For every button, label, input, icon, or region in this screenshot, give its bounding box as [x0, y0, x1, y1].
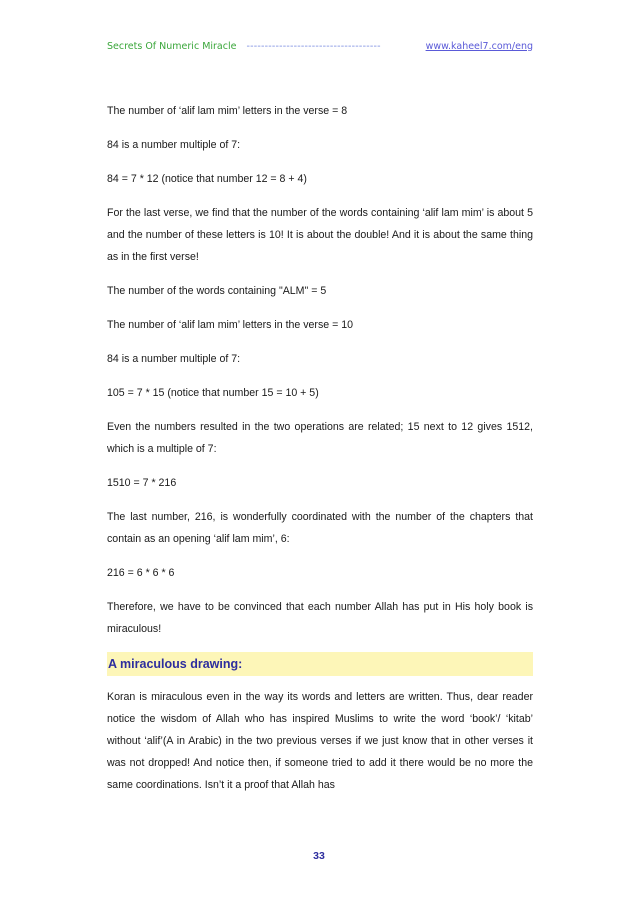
equation-line: 1510 = 7 * 216 — [107, 477, 177, 489]
paragraph: The number of the words containing "ALM" = 5 — [107, 285, 327, 297]
equation-line: 216 = 6 * 6 * 6 — [107, 567, 175, 579]
paragraph: 84 is a number multiple of 7: — [107, 139, 241, 151]
paragraph: Koran is miraculous even in the way its words and letters are written. Thus, dear reader notice the wisdom of Allah who has inspired Muslims to write the word ‘book’/ ‘kitab’ without ‘alif’(A in Arabic) in the two previous verses if we just know that in other verses it was not dropped! And notice then, if someone tried to add it there would be no more the same coordinations. Isn’t it a proof that Allah has — [107, 691, 533, 791]
paragraph: The last number, 216, is wonderfully coordinated with the number of the chapters that contain as an opening ‘alif lam mim’, 6: — [107, 511, 533, 545]
paragraph: Therefore, we have to be convinced that each number Allah has put in His holy book is miraculous! — [107, 601, 533, 635]
page-header — [107, 38, 533, 54]
paragraph: For the last verse, we find that the number of the words containing ‘alif lam mim’ is about 5 and the number of these letters is 10! It is about the double! And it is about the same thing as in the first verse! — [107, 207, 533, 263]
paragraph: 84 is a number multiple of 7: — [107, 353, 241, 365]
paragraph: Even the numbers resulted in the two operations are related; 15 next to 12 gives 1512, which is a multiple of 7: — [107, 421, 533, 455]
equation-line: 84 = 7 * 12 (notice that number 12 = 8 + 4) — [107, 173, 307, 185]
page-number: 33 — [313, 850, 325, 862]
page-body — [107, 100, 533, 808]
paragraph: The number of ‘alif lam mim’ letters in the verse = 8 — [107, 105, 348, 117]
header-title: Secrets Of Numeric Miracle — [107, 40, 237, 52]
equation-line: 105 = 7 * 15 (notice that number 15 = 10 + 5) — [107, 387, 319, 399]
section-heading: A miraculous drawing: — [107, 652, 533, 676]
header-divider: ------------------------------------- — [246, 40, 381, 52]
paragraph: The number of ‘alif lam mim’ letters in the verse = 10 — [107, 319, 354, 331]
header-url-link[interactable]: www.kaheel7.com/eng — [425, 40, 533, 52]
